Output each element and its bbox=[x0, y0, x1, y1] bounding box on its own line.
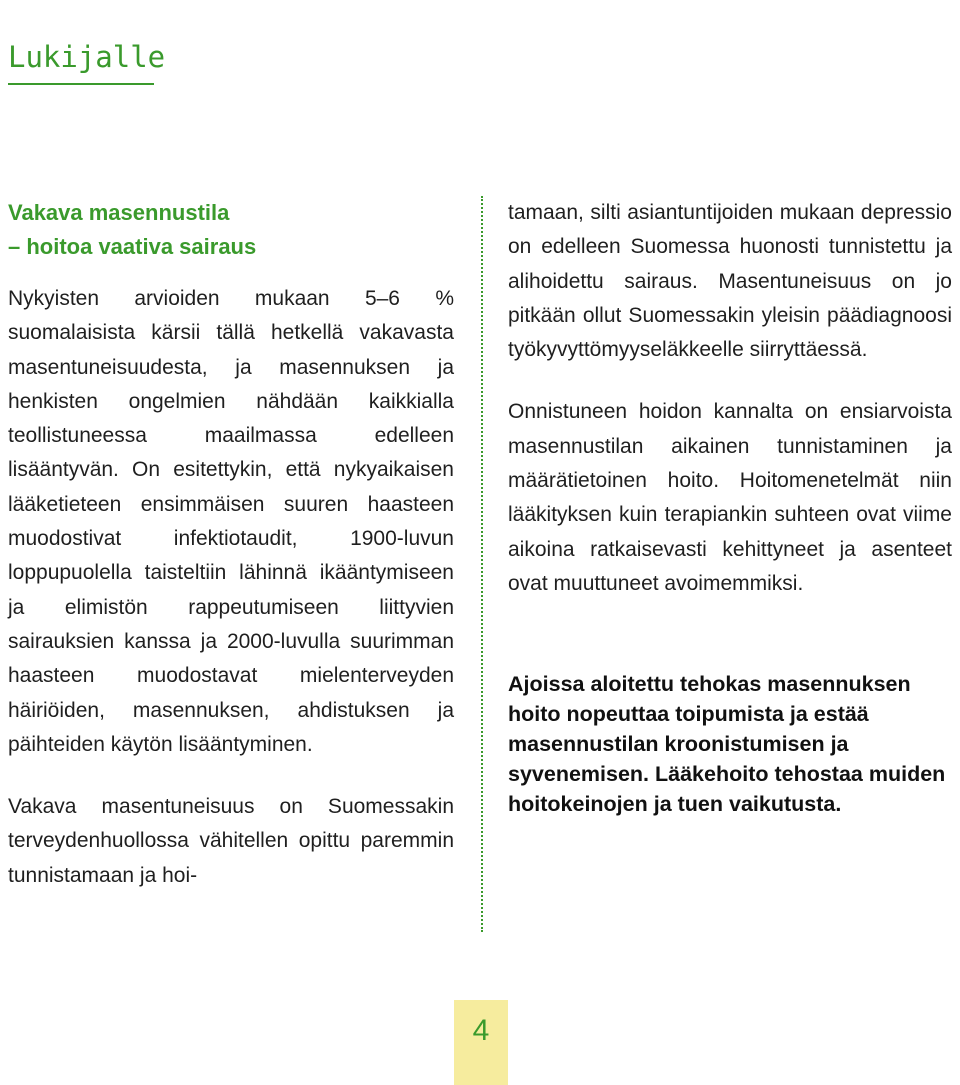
page-number: 4 bbox=[472, 1014, 490, 1047]
title-underline bbox=[8, 83, 154, 85]
column-divider bbox=[481, 196, 483, 932]
left-paragraph-2: Vakava masentuneisuus on Suomessakin terveydenhuollossa vähitellen opittu paremmin tunnistamaan ja hoi- bbox=[8, 795, 454, 887]
section-heading-line1: Vakava masennustila bbox=[8, 200, 230, 225]
right-column bbox=[508, 196, 952, 819]
page-title: Lukijalle bbox=[8, 40, 166, 74]
page-number-box bbox=[454, 1000, 508, 1085]
left-paragraph-1: Nykyisten arvioiden mukaan 5–6 % suomalaisista kärsii tällä hetkellä vakavasta masentuneisuudesta, ja masennuksen ja henkisten ongelmien nähdään kaikkialla teollistuneessa maailmassa edelleen lisääntyvän. On esitettykin, että nykyaikaisen lääketieteen ensimmäisen suuren haasteen muodostivat infektiotaudit, 1900-luvun loppupuolella taisteltiin lähinnä ikääntymiseen ja elimistön rappeutumiseen liittyvien sairauksien kanssa ja 2000-luvulla suurimman haasteen muodostavat mielenterveyden häiriöiden, masennuksen, ahdistuksen ja päihteiden käytön lisääntyminen. bbox=[8, 287, 454, 756]
right-paragraph-1: tamaan, silti asiantuntijoiden mukaan depressio on edelleen Suomessa huonosti tunnistettu ja alihoidettu sairaus. Masentuneisuus on jo pitkään ollut Suomessakin yleisin päädiagnoosi työkyvyttömyyseläkkeelle siirryttäessä. bbox=[508, 201, 952, 362]
highlight-statement: Ajoissa aloitettu tehokas masennuksen hoito nopeuttaa toipumista ja estää masennustilan kroonistumisen ja syvenemisen. Lääkehoito tehostaa muiden hoitokeinojen ja tuen vaikutusta. bbox=[508, 672, 946, 817]
left-column bbox=[8, 196, 454, 893]
section-heading-line2: – hoitoa vaativa sairaus bbox=[8, 234, 257, 259]
right-paragraph-2: Onnistuneen hoidon kannalta on ensiarvoista masennustilan aikainen tunnistaminen ja määrätietoinen hoito. Hoitomenetelmät niin lääkityksen kuin terapiankin suhteen ovat viime aikoina ratkaisevasti kehittyneet ja asenteet ovat muuttuneet avoimemmiksi. bbox=[508, 400, 952, 595]
